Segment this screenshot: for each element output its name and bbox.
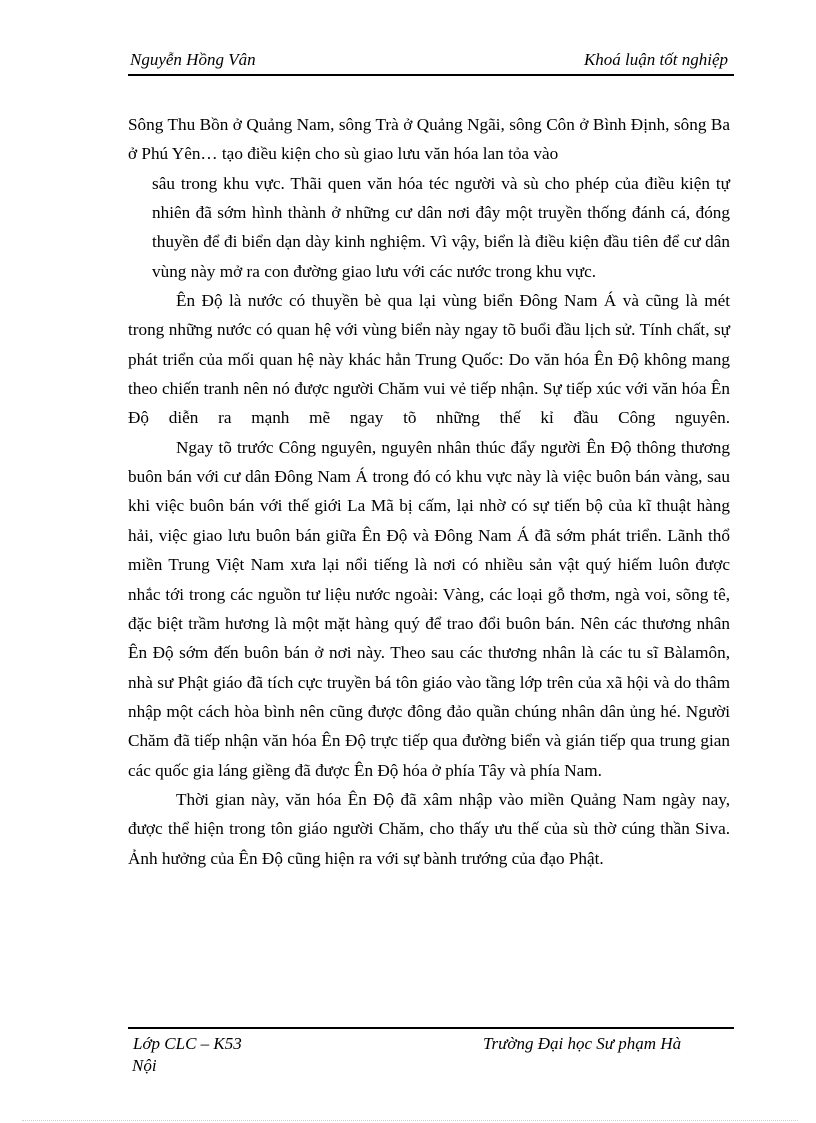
header-doc-type: Khoá luận tốt nghiệp — [583, 50, 728, 69]
paragraph-4: Thời gian này, văn hóa Ên Độ đã xâm nhập vào miền Quảng Nam ngày nay, được thể hiện trong tôn giáo người Chăm, cho thấy ưu thế của sù thờ cúng thần Siva. Ảnh hưởng của Ên Độ cũng hiện ra với sự bành trướng của đạo Phật. — [128, 789, 730, 868]
footer-school-wrap: Nội — [132, 1056, 157, 1075]
page-bottom-dotted-line — [22, 1120, 798, 1121]
page-footer — [128, 1027, 734, 1075]
footer-class: Lớp CLC – K53 — [133, 1034, 242, 1053]
paragraph-2-main: Ên Độ là nước có thuyền bè qua lại vùng biển Đông Nam Á và cũng là mét trong những nước có quan hệ với vùng biển này ngay tõ buổi đầu lịch sử. Tính chất, sự phát triển của mối quan hệ này khác hẳn Trung Quốc: Do văn hóa Ên Độ không mang theo chiến tranh nên nó được người Chăm vui vẻ tiếp nhận. Sự tiếp xúc với văn hóa Ên Độ diễn ra mạnh mẽ ngay tõ những thế kỉ — [128, 291, 730, 428]
footer-school: Trường Đại học Sư phạm Hà — [483, 1034, 682, 1053]
paragraph-2 — [128, 286, 730, 433]
paragraph-3: Ngay tõ trước Công nguyên, nguyên nhân thúc đẩy người Ên Độ thông thương buôn bán với cư dân Đông Nam Á trong đó có khu vực này là việc buôn bán vàng, sau khi việc buôn bán với thế giới La Mã bị cấm, lại nhờ có sự tiến bộ của kĩ thuật hàng hải, việc giao lưu buôn bán giữa Ên Độ và Đông Nam Á đã sớm phát triển. Lãnh thổ miền Trung Việt Nam xưa lại nổi tiếng là nơi có nhiều sản vật quý hiếm luôn được nhắc tới trong các nguồn tư liệu nước ngoài: Vàng, các loại gỗ thơm, ngà voi, sõng tê, đặc biệt trầm hương là một mặt hàng quý để trao đổi buôn bán. Nên các thương nhân Ên Độ sớm đến buôn bán ở nơi này. Theo sau các thương nhân là các tu sĩ Bàlamôn, nhà sư Phật giáo đã tích cực truyền bá tôn giáo vào tầng lớp trên của xã hội và do thâm nhập một cách hòa bình nên cũng được đông đảo quần chúng nhân dân ủng hé. Người Chăm đã tiếp nhận văn hóa Ên Độ trực tiếp qua đường biển và gián tiếp qua trung gian các quốc gia láng giềng đã được Ên Độ hóa ở phía Tây và phía Nam. — [128, 437, 730, 780]
page-header — [128, 48, 734, 76]
paragraph-1-rest: sâu trong khu vực. Thãi quen văn hóa téc người và sù cho phép của điều kiện tự nhiên đã sớm hình thành ở những cư dân nơi đây một truyền thống đánh cá, đóng thuyền để đi biển dạn dày kinh nghiệm. Vì vậy, biển là điều kiện đầu tiên để cư dân vùng này mở ra con đường giao lưu với các nước trong khu vực. — [152, 173, 730, 281]
body-text — [128, 110, 730, 873]
header-author: Nguyễn Hồng Vân — [130, 50, 256, 69]
paragraph-1 — [128, 110, 730, 286]
paragraph-2-last-line: đầu Công nguyên. — [573, 408, 730, 428]
paragraph-1-opening: Sông Thu Bồn ở Quảng Nam, sông Trà ở Quảng Ngãi, sông Côn ở Bình Định, sông Ba ở Phú Yên… tạo điều kiện cho sù giao lưu văn hóa lan tỏa vào — [128, 115, 730, 164]
